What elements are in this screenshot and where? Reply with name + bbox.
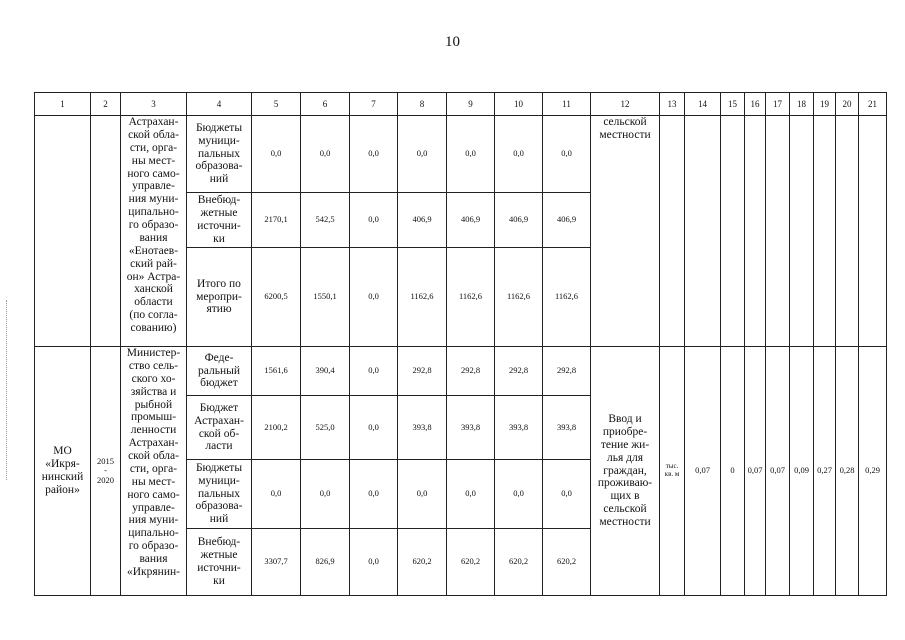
indicator-cell: 0,07	[766, 347, 790, 596]
indicator-cell: 0,07	[745, 347, 766, 596]
indicator-cell: 0,09	[790, 347, 814, 596]
funding-source-text: Бюджеты муници- пальных образова- ний	[195, 461, 243, 526]
value-cell: 292,8	[447, 347, 495, 396]
indicator-cell	[766, 116, 790, 347]
funding-source-text: Внебюд- жетные источни- ки	[197, 194, 241, 245]
period-cell	[91, 116, 121, 347]
value-cell: 0,0	[398, 460, 447, 529]
goal-cell	[591, 116, 660, 347]
header-cell: 13	[660, 93, 685, 116]
funding-source-cell	[187, 460, 252, 529]
value-cell: 0,0	[252, 460, 301, 529]
header-cell: 6	[301, 93, 350, 116]
header-cell: 1	[35, 93, 91, 116]
unit-cell	[660, 347, 685, 596]
header-cell: 2	[91, 93, 121, 116]
value-cell: 292,8	[398, 347, 447, 396]
goal-text: Ввод и приобре- тение жи- лья для граждан, проживаю- щих в сельской местности	[597, 413, 653, 529]
value-cell: 0,0	[350, 460, 398, 529]
header-cell: 12	[591, 93, 660, 116]
table-row	[35, 347, 887, 396]
value-cell: 1162,6	[543, 248, 591, 347]
header-cell: 3	[121, 93, 187, 116]
value-cell: 406,9	[543, 193, 591, 248]
value-cell: 525,0	[301, 396, 350, 460]
indicator-cell	[814, 116, 836, 347]
value-cell: 6200,5	[252, 248, 301, 347]
funding-source-cell	[187, 248, 252, 347]
value-cell: 1162,6	[398, 248, 447, 347]
funding-source-cell	[187, 347, 252, 396]
header-cell: 19	[814, 93, 836, 116]
indicator-cell	[721, 116, 745, 347]
municipality-cell	[35, 116, 91, 347]
executor-text: Астрахан- ской обла- сти, орга- ны мест- ного само- управле- ния муни- ципально- го образо- вания «Енотаев- ский рай- он» Астра- ханской области (по согла- сованию)	[126, 116, 181, 334]
executor-cell	[121, 347, 187, 596]
header-cell: 18	[790, 93, 814, 116]
page-number: 10	[445, 34, 460, 50]
value-cell: 620,2	[495, 529, 543, 596]
indicator-cell: 0	[721, 347, 745, 596]
value-cell: 406,9	[447, 193, 495, 248]
value-cell: 0,0	[350, 193, 398, 248]
municipality-text: МО «Икря- нинский район»	[41, 445, 84, 496]
value-cell: 1550,1	[301, 248, 350, 347]
header-cell: 15	[721, 93, 745, 116]
value-cell: 0,0	[495, 116, 543, 193]
value-cell: 0,0	[447, 460, 495, 529]
scan-margin-marks	[6, 300, 9, 480]
value-cell: 406,9	[398, 193, 447, 248]
value-cell: 0,0	[350, 529, 398, 596]
header-cell: 21	[859, 93, 887, 116]
value-cell: 2170,1	[252, 193, 301, 248]
header-cell: 4	[187, 93, 252, 116]
value-cell: 1162,6	[495, 248, 543, 347]
indicator-cell	[685, 116, 721, 347]
value-cell: 0,0	[252, 116, 301, 193]
indicator-cell	[836, 116, 859, 347]
header-cell: 5	[252, 93, 301, 116]
indicator-cell	[790, 116, 814, 347]
value-cell: 390,4	[301, 347, 350, 396]
unit-cell	[660, 116, 685, 347]
value-cell: 0,0	[543, 116, 591, 193]
value-cell: 406,9	[495, 193, 543, 248]
indicator-cell	[859, 116, 887, 347]
value-cell: 1162,6	[447, 248, 495, 347]
value-cell: 292,8	[543, 347, 591, 396]
goal-text: сельской местности	[599, 116, 651, 141]
value-cell: 0,0	[301, 116, 350, 193]
value-cell: 0,0	[495, 460, 543, 529]
funding-source-cell	[187, 396, 252, 460]
value-cell: 393,8	[495, 396, 543, 460]
period-cell	[91, 347, 121, 596]
indicator-cell	[745, 116, 766, 347]
value-cell: 620,2	[398, 529, 447, 596]
unit-text: тыс. кв. м	[664, 462, 680, 478]
funding-source-cell	[187, 116, 252, 193]
value-cell: 2100,2	[252, 396, 301, 460]
header-cell: 11	[543, 93, 591, 116]
value-cell: 620,2	[543, 529, 591, 596]
indicator-cell: 0,27	[814, 347, 836, 596]
funding-source-text: Феде- ральный бюджет	[198, 351, 240, 390]
goal-cell	[591, 347, 660, 596]
funding-source-cell	[187, 193, 252, 248]
header-cell: 10	[495, 93, 543, 116]
header-row	[35, 93, 887, 116]
value-cell: 620,2	[447, 529, 495, 596]
program-table	[34, 92, 887, 596]
funding-source-text: Бюджеты муници- пальных образова- ний	[195, 121, 243, 186]
value-cell: 393,8	[447, 396, 495, 460]
value-cell: 393,8	[543, 396, 591, 460]
value-cell: 0,0	[350, 116, 398, 193]
funding-source-text: Внебюд- жетные источни- ки	[197, 536, 241, 587]
funding-source-cell	[187, 529, 252, 596]
value-cell: 542,5	[301, 193, 350, 248]
funding-source-text: Итого по меропри- ятию	[196, 277, 242, 316]
executor-text: Министер- ство сель- ского хо- зяйства и рыбной промыш- ленности Астрахан- ской обла- сти, орга- ны мест- ного само- управле- ния муни- ципально- го образо- вания «Икрянин-	[126, 347, 181, 578]
value-cell: 0,0	[447, 116, 495, 193]
value-cell: 292,8	[495, 347, 543, 396]
municipality-cell	[35, 347, 91, 596]
header-cell: 20	[836, 93, 859, 116]
header-cell: 9	[447, 93, 495, 116]
header-cell: 7	[350, 93, 398, 116]
value-cell: 826,9	[301, 529, 350, 596]
value-cell: 0,0	[350, 347, 398, 396]
value-cell: 3307,7	[252, 529, 301, 596]
period-text: 2015 - 2020	[97, 455, 114, 485]
executor-cell	[121, 116, 187, 347]
header-cell: 8	[398, 93, 447, 116]
value-cell: 0,0	[398, 116, 447, 193]
header-cell: 17	[766, 93, 790, 116]
value-cell: 0,0	[301, 460, 350, 529]
value-cell: 393,8	[398, 396, 447, 460]
funding-source-text: Бюджет Астрахан- ской об- ласти	[194, 401, 244, 453]
value-cell: 1561,6	[252, 347, 301, 396]
indicator-cell: 0,07	[685, 347, 721, 596]
value-cell: 0,0	[350, 248, 398, 347]
indicator-cell: 0,28	[836, 347, 859, 596]
table-row	[35, 116, 887, 193]
header-cell: 14	[685, 93, 721, 116]
indicator-cell: 0,29	[859, 347, 887, 596]
header-cell: 16	[745, 93, 766, 116]
value-cell: 0,0	[350, 396, 398, 460]
value-cell: 0,0	[543, 460, 591, 529]
